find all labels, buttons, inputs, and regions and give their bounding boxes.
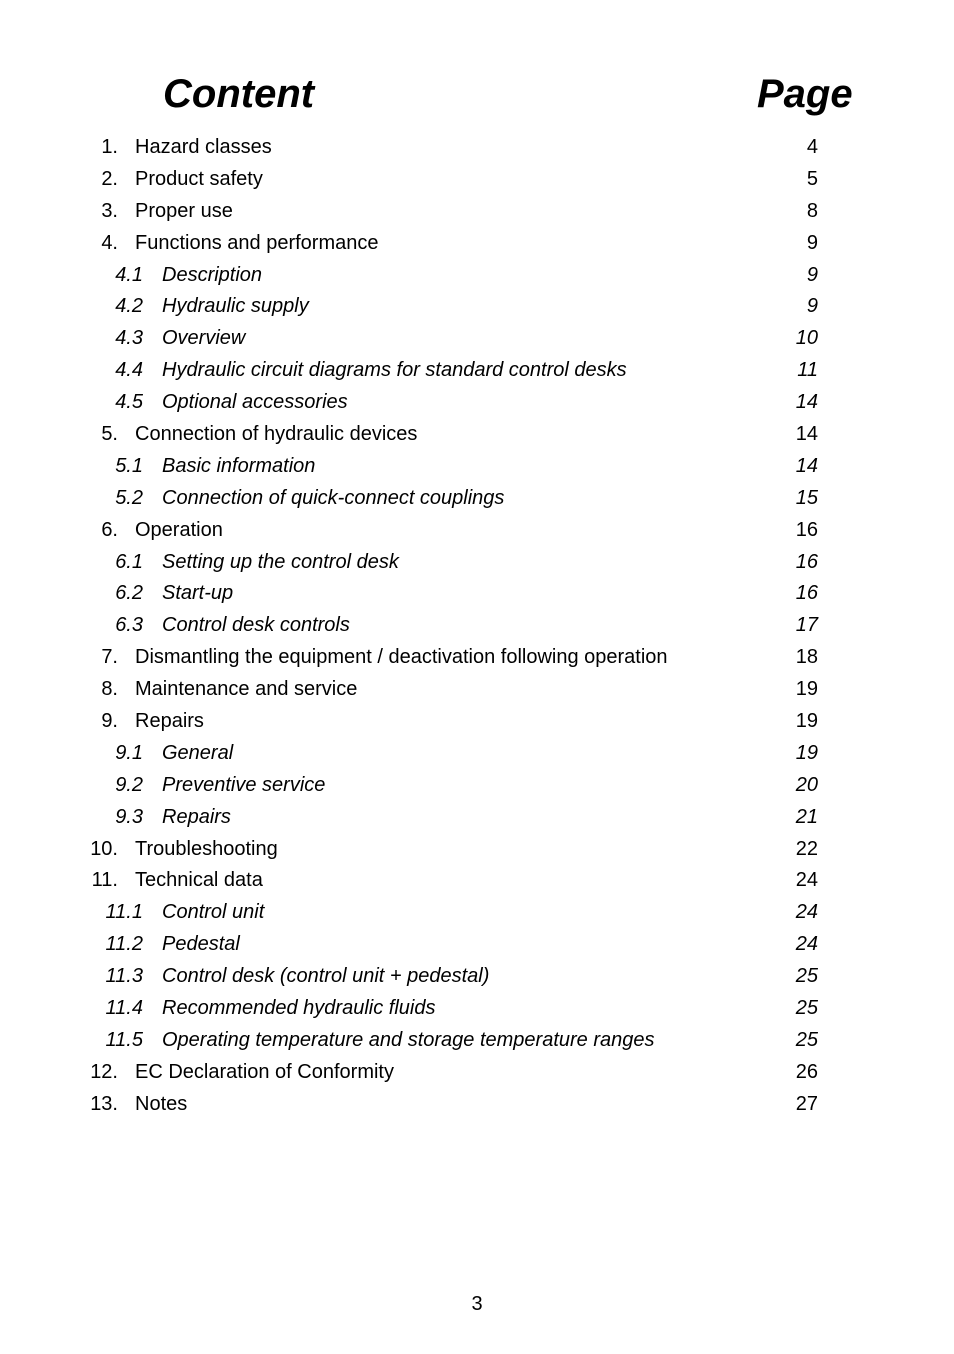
toc-entry-title: Technical data (135, 869, 263, 892)
toc-entry-page: 24 (795, 933, 818, 956)
toc-entry-title: Setting up the control desk (162, 550, 399, 573)
toc-entry (0, 354, 954, 386)
toc-entry-title: Overview (162, 327, 246, 350)
toc-entry (0, 896, 954, 928)
toc-entry-title: Recommended hydraulic fluids (162, 997, 436, 1020)
toc-entry-title: Description (162, 263, 263, 286)
toc-entry (0, 322, 954, 354)
content-heading: Content (163, 72, 315, 116)
toc-entry-page: 14 (795, 391, 818, 414)
toc-entry-number: 6. (101, 518, 118, 541)
toc-entry-number: 6.3 (115, 614, 143, 637)
toc-entry-page: 9 (806, 231, 818, 254)
toc-entry (0, 514, 954, 546)
toc-entry (0, 577, 954, 609)
toc-entry-number: 11.3 (105, 965, 143, 988)
toc-entry (0, 546, 954, 578)
toc-entry-title: Proper use (135, 199, 233, 222)
toc-entry-number: 5. (101, 423, 118, 446)
toc-entry-number: 11.2 (105, 933, 143, 956)
toc-entry-number: 5.1 (115, 454, 143, 477)
toc-entry-title: EC Declaration of Conformity (135, 1060, 394, 1083)
toc-entry-title: Start-up (162, 582, 234, 605)
toc-entry-title: Operation (135, 518, 223, 541)
toc-entry-page: 15 (795, 486, 818, 509)
toc-entry-number: 8. (101, 678, 118, 701)
toc-entry (0, 163, 954, 195)
toc-entry-page: 11 (797, 359, 818, 382)
toc-entry (0, 259, 954, 291)
toc-entry-page: 25 (795, 1028, 818, 1051)
toc-entry-number: 5.2 (115, 486, 143, 509)
toc-entry-number: 9.2 (115, 773, 143, 796)
toc-entry (0, 801, 954, 833)
toc-entry-title: Basic information (162, 454, 316, 477)
toc-entry-page: 14 (795, 423, 818, 446)
toc-entry-page: 17 (795, 614, 818, 637)
toc-entry-number: 9.1 (115, 741, 143, 764)
toc-entry-page: 21 (795, 805, 818, 828)
toc-entry (0, 195, 954, 227)
table-of-contents (0, 131, 954, 1120)
toc-entry-number: 13. (90, 1092, 118, 1115)
toc-entry (0, 960, 954, 992)
toc-entry-title: Control desk controls (162, 614, 350, 637)
toc-entry-number: 6.2 (115, 582, 143, 605)
toc-entry-number: 11. (91, 869, 118, 892)
toc-entry-title: Notes (135, 1092, 188, 1115)
toc-entry-number: 10. (90, 837, 118, 860)
toc-entry-number: 9.3 (115, 805, 143, 828)
toc-entry (0, 131, 954, 163)
toc-entry-title: Troubleshooting (135, 837, 278, 860)
toc-entry-number: 12. (90, 1060, 118, 1083)
toc-entry-title: Connection of hydraulic devices (135, 423, 418, 446)
toc-entry (0, 1024, 954, 1056)
toc-entry (0, 737, 954, 769)
toc-entry (0, 1088, 954, 1120)
toc-entry-number: 9. (101, 710, 118, 733)
toc-entry-title: Functions and performance (135, 231, 379, 254)
toc-entry (0, 227, 954, 259)
toc-entry-page: 8 (806, 199, 818, 222)
toc-entry-title: Repairs (162, 805, 231, 828)
toc-entry-page: 10 (795, 327, 818, 350)
toc-entry (0, 673, 954, 705)
toc-entry-number: 3. (101, 199, 118, 222)
toc-entry-title: Operating temperature and storage temperature ranges (162, 1028, 655, 1051)
toc-entry (0, 482, 954, 514)
toc-entry (0, 992, 954, 1024)
toc-entry-title: Product safety (135, 167, 263, 190)
toc-entry-title: Control unit (162, 901, 265, 924)
toc-entry-page: 16 (795, 582, 818, 605)
toc-entry-number: 4.5 (115, 391, 143, 414)
toc-entry-page: 5 (806, 167, 818, 190)
toc-entry-page: 9 (806, 295, 818, 318)
toc-entry-page: 19 (795, 710, 818, 733)
toc-entry (0, 386, 954, 418)
toc-entry-page: 19 (795, 741, 818, 764)
toc-entry (0, 928, 954, 960)
toc-entry-number: 4.4 (115, 359, 143, 382)
toc-entry-title: Pedestal (162, 933, 240, 956)
toc-entry-page: 25 (795, 965, 818, 988)
page-heading: Page (757, 72, 853, 116)
toc-entry-page: 22 (795, 837, 818, 860)
toc-entry-number: 6.1 (115, 550, 143, 573)
toc-entry (0, 418, 954, 450)
toc-entry-number: 4.1 (115, 263, 143, 286)
toc-entry-page: 27 (795, 1092, 818, 1115)
toc-entry (0, 609, 954, 641)
toc-entry-title: Dismantling the equipment / deactivation following operation (135, 646, 668, 669)
toc-entry-number: 4.3 (115, 327, 143, 350)
toc-entry-page: 18 (795, 646, 818, 669)
toc-entry (0, 290, 954, 322)
toc-entry-page: 24 (795, 869, 818, 892)
toc-entry-number: 11.4 (105, 997, 143, 1020)
toc-entry-title: Repairs (135, 710, 204, 733)
toc-entry (0, 450, 954, 482)
toc-entry-title: Hydraulic circuit diagrams for standard control desks (162, 359, 627, 382)
toc-entry-page: 16 (795, 518, 818, 541)
toc-entry-title: Optional accessories (162, 391, 348, 414)
toc-entry-page: 24 (795, 901, 818, 924)
toc-entry-number: 2. (101, 167, 118, 190)
toc-entry-title: Control desk (control unit + pedestal) (162, 965, 490, 988)
toc-entry (0, 705, 954, 737)
toc-entry-number: 7. (101, 646, 118, 669)
toc-entry (0, 1056, 954, 1088)
toc-entry-title: General (162, 741, 234, 764)
toc-entry-title: Hydraulic supply (162, 295, 309, 318)
toc-entry-number: 4. (101, 231, 118, 254)
toc-entry-page: 14 (795, 454, 818, 477)
toc-entry-page: 16 (795, 550, 818, 573)
toc-entry (0, 833, 954, 865)
toc-entry-number: 11.5 (105, 1028, 143, 1051)
toc-entry-title: Hazard classes (135, 136, 272, 158)
page-number: 3 (471, 1293, 483, 1315)
toc-entry-page: 9 (806, 263, 818, 286)
toc-entry-page: 26 (795, 1060, 818, 1083)
toc-entry (0, 864, 954, 896)
toc-entry-number: 11.1 (105, 901, 143, 924)
toc-entry-page: 25 (795, 997, 818, 1020)
toc-entry-page: 19 (795, 678, 818, 701)
toc-entry-number: 1. (101, 136, 118, 158)
toc-entry-page: 4 (806, 136, 818, 158)
toc-entry-title: Connection of quick-connect couplings (162, 486, 505, 509)
toc-entry (0, 641, 954, 673)
toc-entry-title: Preventive service (162, 773, 326, 796)
toc-entry-page: 20 (795, 773, 818, 796)
toc-entry (0, 769, 954, 801)
toc-entry-title: Maintenance and service (135, 678, 358, 701)
toc-entry-number: 4.2 (115, 295, 143, 318)
